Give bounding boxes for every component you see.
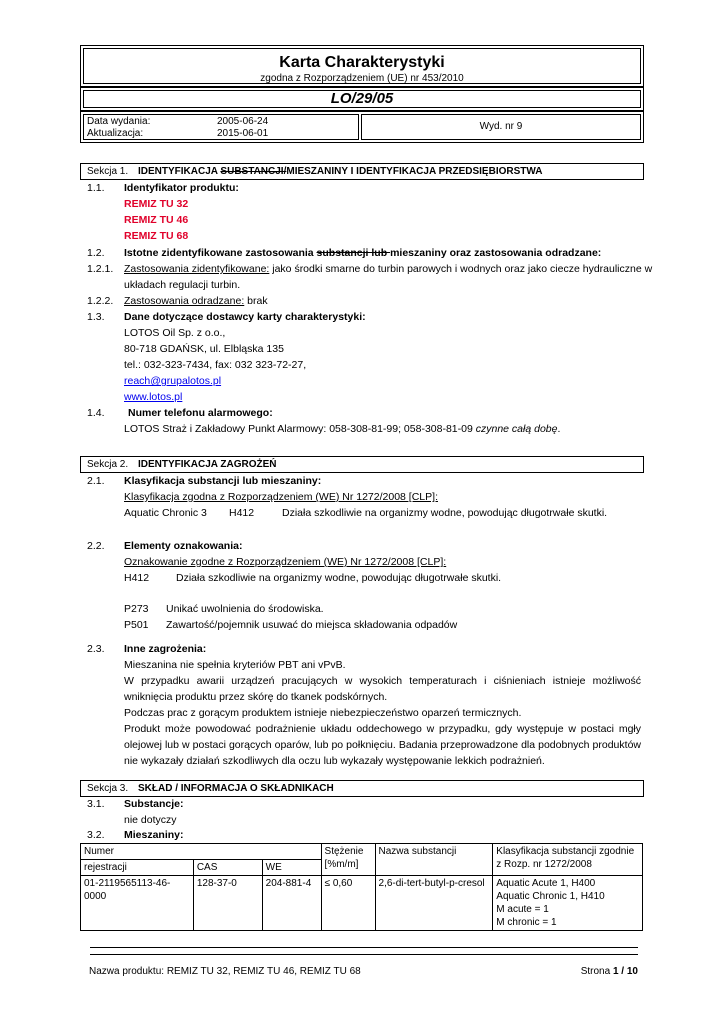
item-number: 3.2. — [87, 829, 105, 841]
item-number: 1.3. — [87, 311, 105, 323]
hazard-class: Aquatic Chronic 3 — [124, 507, 207, 519]
emergency-phone-label: Numer telefonu alarmowego: — [128, 407, 273, 419]
label-elements-label: Elementy oznakowania: — [124, 540, 243, 552]
date-box — [80, 111, 644, 143]
footer-separator — [90, 947, 638, 955]
other-hazard-4: Produkt może powodować podrażnienie układu oddechowego w przypadku, gdy występuje w postaci mgły olejowej lub w postaci gorących oparów, lub po połknięciu. Badania przeprowadzone dla podobnych produktów nie wykazały działań szkodliwych dla oczu lub wykazały występowanie lekkich podrażnień. — [124, 723, 641, 767]
cell-registration: 01-2119565113-46-0000 — [81, 876, 194, 931]
header-substance-name: Nazwa substancji — [375, 844, 493, 876]
section-3-number: Sekcja 3. — [87, 783, 129, 794]
item-number: 1.2.2. — [87, 295, 114, 307]
section-1-title: IDENTYFIKACJA SUBSTANCJI/MIESZANINY I IDENTYFIKACJA PRZEDSIĘBIORSTWA — [138, 166, 543, 177]
header-registration: rejestracji — [81, 860, 194, 876]
supplier-website-link[interactable]: www.lotos.pl — [124, 391, 183, 403]
classification-label: Klasyfikacja substancji lub mieszaniny: — [124, 475, 322, 487]
document-subtitle: zgodna z Rozporządzeniem (UE) nr 453/2010 — [260, 73, 464, 84]
document-title: Karta Charakterystyki — [279, 54, 445, 71]
item-number: 1.2. — [87, 247, 105, 259]
product-name-1: REMIZ TU 32 — [124, 198, 189, 210]
section-3-header — [80, 780, 644, 797]
item-number: 1.1. — [87, 182, 105, 194]
other-hazard-2: W przypadku awarii urządzeń pracujących w wysokich temperaturach i ciśnieniach istnieje możliwość wniknięcia produktu przez skórę do tkanek podskórnych. — [124, 675, 641, 703]
document-code: LO/29/05 — [83, 90, 641, 108]
cell-cas: 128-37-0 — [193, 876, 262, 931]
uses-advised-against: Zastosowania odradzane: brak — [124, 295, 268, 307]
item-number: 2.3. — [87, 643, 105, 655]
page-number: Strona 1 / 10 — [580, 966, 638, 977]
cell-substance-name: 2,6-di-tert-butyl-p-cresol — [375, 876, 493, 931]
item-number: 2.1. — [87, 475, 105, 487]
header-number: Numer — [81, 844, 322, 860]
identified-uses-cont: układach regulacji turbin. — [124, 279, 241, 291]
section-2-title: IDENTYFIKACJA ZAGROŻEŃ — [138, 459, 277, 470]
labelling-regulation: Oznakowanie zgodne z Rozporządzeniem (WE) Nr 1272/2008 [CLP]: — [124, 556, 447, 568]
item-number: 3.1. — [87, 798, 105, 810]
other-hazards-label: Inne zagrożenia: — [124, 643, 207, 655]
section-3-title: SKŁAD / INFORMACJA O SKŁADNIKACH — [138, 783, 334, 794]
edition: Wyd. nr 9 — [361, 114, 641, 140]
h-statement-text: Działa szkodliwie na organizmy wodne, powodując długotrwałe skutki. — [176, 572, 502, 584]
table-row — [81, 876, 643, 931]
header-cas: CAS — [193, 860, 262, 876]
item-number: 1.2.1. — [87, 263, 114, 275]
code-box — [80, 87, 644, 111]
issue-date: 2005-06-24 — [217, 116, 269, 127]
item-number: 1.4. — [87, 407, 105, 419]
section-2-number: Sekcja 2. — [87, 459, 129, 470]
product-name-2: REMIZ TU 46 — [124, 214, 189, 226]
product-identifier-label: Identyfikator produktu: — [124, 182, 239, 194]
identified-uses: Zastosowania zidentyfikowane: jako środki smarne do turbin parowych i wodnych oraz jako ciecze hydrauliczne w — [124, 263, 653, 275]
cell-concentration: ≤ 0,60 — [321, 876, 375, 931]
update-date: 2015-06-01 — [217, 128, 269, 139]
cell-classification: Aquatic Acute 1, H400 Aquatic Chronic 1, H410 M acute = 1 M chronic = 1 — [493, 876, 643, 931]
supplier-address: 80-718 GDAŃSK, ul. Elbląska 135 — [124, 343, 284, 355]
hazard-statement: Działa szkodliwie na organizmy wodne, powodując długotrwałe skutki. — [282, 507, 608, 519]
section-1-number: Sekcja 1. — [87, 166, 129, 177]
footer-product-name: Nazwa produktu: REMIZ TU 32, REMIZ TU 46, REMIZ TU 68 — [89, 966, 361, 977]
supplier-email-link[interactable]: reach@grupalotos.pl — [124, 375, 222, 387]
hazard-code: H412 — [229, 507, 255, 519]
other-hazard-3: Podczas prac z gorącym produktem istnieje niebezpieczeństwo oparzeń termicznych. — [124, 707, 522, 719]
p273-code: P273 — [124, 603, 149, 615]
section-1-header — [80, 163, 644, 180]
title-box — [80, 45, 644, 87]
header-classification: Klasyfikacja substancji zgodnie z Rozp. nr 1272/2008 — [493, 844, 643, 876]
table-header-row — [81, 844, 643, 860]
section-2-header — [80, 456, 644, 473]
supplier-name: LOTOS Oil Sp. z o.o., — [124, 327, 226, 339]
supplier-label: Dane dotyczące dostawcy karty charakterystyki: — [124, 311, 366, 323]
classification-regulation: Klasyfikacja zgodna z Rozporządzeniem (WE) Nr 1272/2008 [CLP]: — [124, 491, 438, 503]
other-hazard-1: Mieszanina nie spełnia kryteriów PBT ani vPvB. — [124, 659, 346, 671]
uses-label: Istotne zidentyfikowane zastosowania substancji lub mieszaniny oraz zastosowania odradzane: — [124, 247, 602, 259]
substances-label: Substancje: — [124, 798, 184, 810]
mixtures-label: Mieszaniny: — [124, 829, 184, 841]
header-we: WE — [262, 860, 321, 876]
p273-text: Unikać uwolnienia do środowiska. — [166, 603, 324, 615]
cell-we: 204-881-4 — [262, 876, 321, 931]
other-hazards-text — [124, 657, 641, 769]
update-label: Aktualizacja: — [87, 128, 144, 139]
header-concentration: Stężenie [%m/m] — [321, 844, 375, 876]
product-name-3: REMIZ TU 68 — [124, 230, 189, 242]
composition-table — [80, 843, 643, 931]
p501-text: Zawartość/pojemnik usuwać do miejsca składowania odpadów — [166, 619, 458, 631]
issue-label: Data wydania: — [87, 116, 151, 127]
p501-code: P501 — [124, 619, 149, 631]
item-number: 2.2. — [87, 540, 105, 552]
h-statement-code: H412 — [124, 572, 150, 584]
substances-value: nie dotyczy — [124, 814, 177, 826]
emergency-phone: LOTOS Straż i Zakładowy Punkt Alarmowy: 058-308-81-99; 058-308-81-09 czynne całą dobę. — [124, 423, 561, 435]
supplier-phone: tel.: 032-323-7434, fax: 032 323-72-27, — [124, 359, 307, 371]
